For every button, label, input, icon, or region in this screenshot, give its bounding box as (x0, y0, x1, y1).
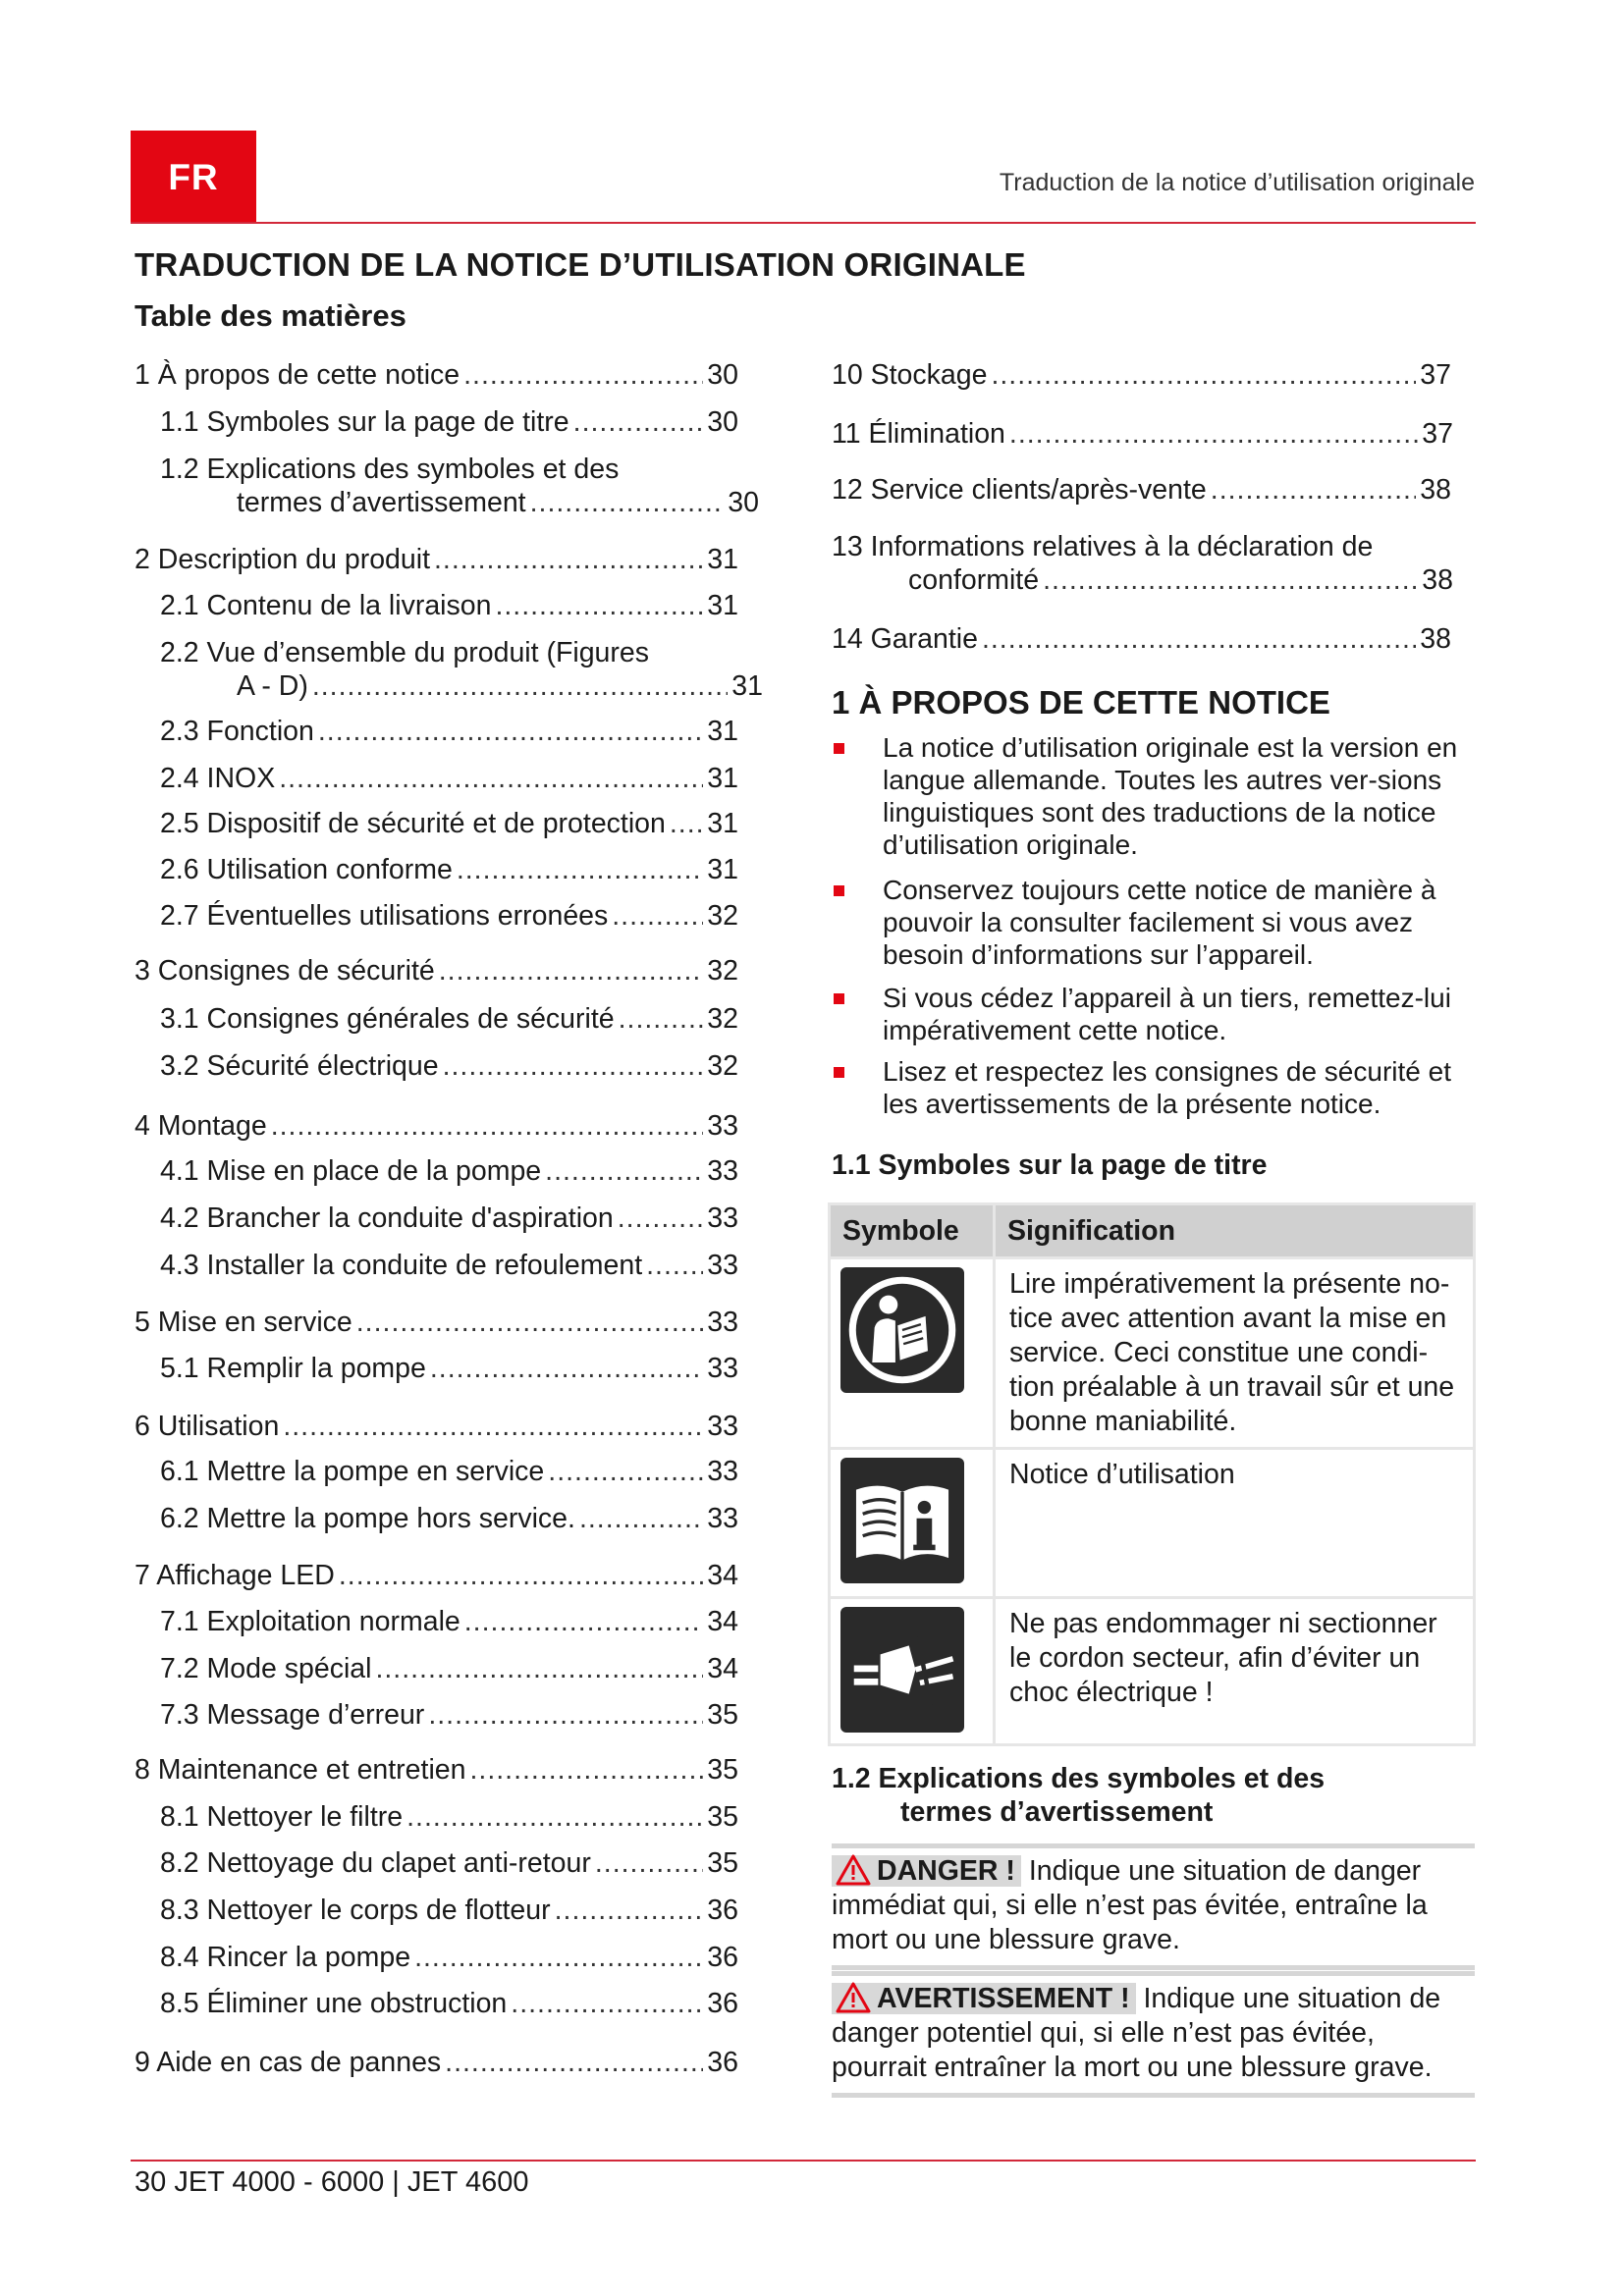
toc-entry-label: 2.7 Éventuelles utilisations erronées (160, 900, 609, 932)
toc-leader-dots (279, 762, 703, 795)
table-row (830, 1258, 1475, 1449)
toc-entry[interactable] (160, 453, 759, 519)
manual-info-icon (840, 1458, 964, 1583)
toc-entry[interactable] (160, 1941, 738, 1974)
toc-entry[interactable] (160, 1698, 738, 1732)
toc-entry-label: 2.1 Contenu de la livraison (160, 590, 492, 621)
toc-entry-label: 6.2 Mettre la pompe hors service. (160, 1503, 575, 1534)
toc-entry-page: 36 (707, 1942, 738, 1973)
toc-entry-label: 12 Service clients/après-vente (832, 474, 1207, 506)
toc-entry[interactable] (160, 1049, 738, 1083)
symbol-cell (830, 1598, 995, 1745)
toc-leader-dots (573, 405, 704, 439)
toc-entry[interactable] (160, 636, 763, 703)
toc-entry-page: 35 (707, 1801, 738, 1833)
toc-entry-label: 8.5 Éliminer une obstruction (160, 1988, 508, 2019)
table-header-row (830, 1204, 1475, 1258)
toc-leader-dots (991, 358, 1416, 392)
toc-entry[interactable] (832, 530, 1453, 597)
toc-leader-dots (619, 1002, 704, 1036)
toc-entry[interactable] (135, 358, 738, 392)
toc-entry[interactable] (160, 589, 738, 622)
document-title: TRADUCTION DE LA NOTICE D’UTILISATION ORIGINALE (135, 246, 1026, 283)
toc-entry-label: 3.1 Consignes générales de sécurité (160, 1003, 615, 1035)
toc-leader-dots (318, 715, 703, 748)
warning-text: Indique une situation de danger potentiel qui, si elle n’est pas évitée, pourrait entraîner la mort ou une blessure grave. (832, 1983, 1441, 2083)
toc-entry-label-continued: conformité (908, 564, 1040, 596)
symbol-cell (830, 1258, 995, 1449)
toc-entry-label: 3.2 Sécurité électrique (160, 1050, 439, 1082)
symbols-table (828, 1202, 1476, 1746)
toc-entry-page: 36 (707, 1988, 738, 2019)
toc-entry-page: 37 (1420, 359, 1451, 391)
toc-entry-page: 36 (707, 2047, 738, 2078)
toc-leader-dots (646, 1249, 703, 1282)
toc-entry[interactable] (160, 1249, 738, 1282)
toc-leader-dots (1211, 473, 1417, 507)
toc-leader-dots (430, 1352, 703, 1385)
toc-entry-page: 31 (731, 670, 763, 702)
toc-entry-label: 7.3 Message d’erreur (160, 1699, 425, 1731)
toc-entry-label: 8 Maintenance et entretien (135, 1754, 466, 1786)
read-manual-icon (840, 1267, 964, 1393)
toc-leader-dots (283, 1410, 703, 1443)
toc-entry-page: 35 (707, 1699, 738, 1731)
toc-entry-label: 5.1 Remplir la pompe (160, 1353, 426, 1384)
toc-entry-label: 4.3 Installer la conduite de refoulement (160, 1250, 643, 1281)
toc-entry-label: 3 Consignes de sécurité (135, 955, 435, 987)
subsection-1-1-heading: 1.1 Symboles sur la page de titre (832, 1149, 1268, 1181)
toc-leader-dots (445, 2046, 703, 2079)
toc-entry-page: 38 (1420, 474, 1451, 506)
toc-entry-label: 4.2 Brancher la conduite d'aspiration (160, 1202, 614, 1234)
bullet-text: Conservez toujours cette notice de manière à pouvoir la consulter facilement si vous avez besoin d’informations sur l’appareil. (883, 875, 1436, 970)
toc-leader-dots (463, 358, 703, 392)
toc-entry-page: 33 (707, 1250, 738, 1281)
toc-entry[interactable] (160, 807, 738, 840)
meaning-cell: Lire impérativement la présente no-tice avec attention avant la mise en service. Ceci constitue une condi-tion préalable à un travail sûr et une bonne maniabilité. (995, 1258, 1475, 1449)
toc-entry[interactable] (135, 954, 738, 988)
toc-entry[interactable] (160, 405, 738, 439)
toc-entry[interactable] (832, 622, 1451, 656)
toc-leader-dots (612, 899, 703, 933)
toc-entry-label: 2 Description du produit (135, 544, 431, 575)
toc-leader-dots (271, 1109, 704, 1143)
toc-entry-page: 33 (707, 1110, 738, 1142)
toc-entry-page: 31 (707, 716, 738, 747)
toc-leader-dots (555, 1894, 704, 1927)
toc-entry-page: 34 (707, 1653, 738, 1684)
running-header: Traduction de la notice d’utilisation originale (999, 169, 1475, 196)
divider (832, 1843, 1475, 1848)
bullet-text: Lisez et respectez les consignes de sécurité et les avertissements de la présente notice. (883, 1056, 1451, 1119)
toc-leader-dots (469, 1753, 703, 1787)
toc-entry-label: 14 Garantie (832, 623, 978, 655)
subsection-heading-line: termes d’avertissement (900, 1796, 1214, 1828)
symbol-cell (830, 1449, 995, 1598)
toc-entry-label: 7.2 Mode spécial (160, 1653, 372, 1684)
toc-entry-label: 2.5 Dispositif de sécurité et de protection (160, 808, 666, 839)
divider (832, 2093, 1475, 2098)
toc-entry-page: 32 (707, 1050, 738, 1082)
toc-leader-dots (356, 1306, 704, 1339)
toc-entry-label: 8.3 Nettoyer le corps de flotteur (160, 1895, 551, 1926)
toc-entry-label: 6.1 Mettre la pompe en service (160, 1456, 545, 1487)
toc-entry-page: 35 (707, 1847, 738, 1879)
toc-entry-page: 30 (707, 406, 738, 438)
toc-entry[interactable] (160, 762, 738, 795)
bullet-text: La notice d’utilisation originale est la version en langue allemande. Toutes les autres ver-sions linguistiques sont des traductions de la notice d’utilisation originale. (883, 732, 1458, 860)
toc-entry-label: 2.3 Fonction (160, 716, 314, 747)
toc-entry[interactable] (135, 1109, 738, 1143)
toc-entry-page: 33 (707, 1456, 738, 1487)
toc-entry-page: 32 (707, 1003, 738, 1035)
toc-entry[interactable] (160, 1846, 738, 1880)
toc-entry[interactable] (160, 853, 738, 886)
toc-entry-page: 35 (707, 1754, 738, 1786)
toc-entry-page: 33 (707, 1307, 738, 1338)
warning-text: Indique une situation de danger immédiat qui, si elle n’est pas évitée, entraîne la mort ou une blessure grave. (832, 1855, 1428, 1955)
toc-entry[interactable] (160, 1352, 738, 1385)
avertissement-warning (832, 1971, 1475, 2098)
toc-entry[interactable] (160, 1800, 738, 1834)
toc-entry-page: 32 (707, 955, 738, 987)
toc-entry-label: 1 À propos de cette notice (135, 359, 460, 391)
list-item (832, 982, 1480, 1046)
subsection-1-2-heading (832, 1762, 1325, 1829)
meaning-cell: Ne pas endommager ni sectionner le cordon secteur, afin d’éviter un choc électrique ! (995, 1598, 1475, 1745)
toc-leader-dots (548, 1455, 703, 1488)
divider (832, 1965, 1475, 1970)
toc-leader-dots (530, 486, 725, 519)
toc-entry[interactable] (160, 1502, 738, 1535)
toc-entry-page: 32 (707, 900, 738, 932)
toc-entry[interactable] (160, 715, 738, 748)
toc-entry[interactable] (160, 1154, 738, 1188)
list-item (832, 731, 1480, 861)
toc-entry-page: 38 (1420, 623, 1451, 655)
page-footer: 30 JET 4000 - 6000 | JET 4600 (135, 2166, 529, 2198)
toc-entry-label: 1.2 Explications des symboles et des (160, 454, 620, 485)
toc-entry[interactable] (832, 358, 1451, 392)
toc-leader-dots (464, 1605, 704, 1638)
plug-cut-icon (840, 1607, 964, 1733)
toc-entry-label: 5 Mise en service (135, 1307, 352, 1338)
toc-entry-page: 30 (728, 487, 759, 518)
toc-entry-label: 4.1 Mise en place de la pompe (160, 1155, 542, 1187)
bullet-square-icon (834, 1067, 844, 1078)
toc-leader-dots (670, 807, 703, 840)
toc-entry-page: 33 (707, 1353, 738, 1384)
warning-label-text: DANGER ! (877, 1855, 1015, 1887)
table-row (830, 1449, 1475, 1598)
toc-leader-dots (982, 622, 1416, 656)
toc-entry[interactable] (135, 1306, 738, 1339)
toc-entry[interactable] (160, 1002, 738, 1036)
toc-entry-page: 33 (707, 1202, 738, 1234)
toc-entry[interactable] (135, 1410, 738, 1443)
toc-entry-label: 9 Aide en cas de pannes (135, 2047, 442, 2078)
toc-entry-label: 8.4 Rincer la pompe (160, 1942, 411, 1973)
table-row (830, 1598, 1475, 1745)
list-item (832, 1055, 1480, 1120)
toc-entry-label: 6 Utilisation (135, 1411, 280, 1442)
toc-entry[interactable] (160, 1987, 738, 2020)
toc-leader-dots (1043, 563, 1418, 597)
warning-label-text: AVERTISSEMENT ! (877, 1983, 1130, 2014)
column-header-meaning: Signification (995, 1204, 1475, 1258)
footer-rule (131, 2160, 1476, 2162)
toc-entry-label: 2.6 Utilisation conforme (160, 854, 453, 885)
toc-entry-label: 8.1 Nettoyer le filtre (160, 1801, 404, 1833)
toc-entry[interactable] (832, 473, 1451, 507)
toc-entry[interactable] (160, 1201, 738, 1235)
toc-entry[interactable] (160, 1455, 738, 1488)
toc-entry-page: 34 (707, 1560, 738, 1591)
toc-entry[interactable] (135, 2046, 738, 2079)
toc-entry-label: 1.1 Symboles sur la page de titre (160, 406, 569, 438)
toc-entry-page: 31 (707, 590, 738, 621)
bullet-square-icon (834, 993, 844, 1004)
header-rule (131, 222, 1476, 224)
toc-leader-dots (443, 1049, 704, 1083)
toc-entry[interactable] (160, 1894, 738, 1927)
bullet-text: Si vous cédez l’appareil à un tiers, remettez-lui impérativement cette notice. (883, 983, 1451, 1045)
list-item (832, 874, 1480, 971)
language-tab: FR (131, 131, 256, 224)
toc-leader-dots (428, 1698, 703, 1732)
toc-entry-label: 7.1 Exploitation normale (160, 1606, 460, 1637)
toc-entry-label: 7 Affichage LED (135, 1560, 335, 1591)
toc-entry-page: 33 (707, 1503, 738, 1534)
toc-leader-dots (406, 1800, 703, 1834)
toc-leader-dots (457, 853, 703, 886)
toc-entry-page: 31 (707, 544, 738, 575)
column-header-symbol: Symbole (830, 1204, 995, 1258)
toc-leader-dots (618, 1201, 704, 1235)
warning-triangle-icon (836, 1982, 871, 2013)
toc-leader-dots (439, 954, 704, 988)
meaning-cell: Notice d’utilisation (995, 1449, 1475, 1598)
avertissement-label (832, 1983, 1136, 2014)
section-1-heading: 1 À PROPOS DE CETTE NOTICE (832, 684, 1330, 721)
toc-entry-page: 31 (707, 808, 738, 839)
toc-entry-label: 8.2 Nettoyage du clapet anti-retour (160, 1847, 591, 1879)
toc-leader-dots (1009, 417, 1418, 451)
toc-leader-dots (414, 1941, 703, 1974)
bullet-square-icon (834, 885, 844, 896)
toc-entry[interactable] (135, 1753, 738, 1787)
toc-leader-dots (545, 1154, 703, 1188)
danger-label (832, 1855, 1021, 1887)
toc-leader-dots (595, 1846, 703, 1880)
toc-leader-dots (495, 589, 703, 622)
toc-leader-dots (339, 1559, 703, 1592)
toc-entry-page: 33 (707, 1411, 738, 1442)
toc-entry[interactable] (160, 1605, 738, 1638)
toc-entry-page: 31 (707, 763, 738, 794)
toc-entry-page: 31 (707, 854, 738, 885)
toc-entry-page: 33 (707, 1155, 738, 1187)
toc-leader-dots (434, 543, 703, 576)
toc-entry-page: 30 (707, 359, 738, 391)
toc-entry-page: 34 (707, 1606, 738, 1637)
toc-entry-label: 2.4 INOX (160, 763, 276, 794)
toc-entry-label-continued: termes d’avertissement (237, 487, 526, 518)
toc-entry[interactable] (135, 543, 738, 576)
toc-entry-label-continued: A - D) (237, 670, 308, 702)
toc-entry-page: 38 (1422, 564, 1453, 596)
toc-entry[interactable] (160, 1652, 738, 1685)
toc-leader-dots (375, 1652, 703, 1685)
toc-entry[interactable] (832, 417, 1453, 451)
toc-entry-label: 2.2 Vue d’ensemble du produit (Figures (160, 637, 649, 668)
toc-entry-page: 36 (707, 1895, 738, 1926)
toc-entry-label: 4 Montage (135, 1110, 267, 1142)
subsection-heading-line: 1.2 Explications des symboles et des (832, 1763, 1326, 1794)
toc-entry[interactable] (135, 1559, 738, 1592)
toc-entry[interactable] (160, 899, 738, 933)
toc-entry-label: 11 Élimination (832, 418, 1005, 450)
toc-leader-dots (511, 1987, 703, 2020)
warning-triangle-icon (836, 1854, 871, 1886)
divider (832, 1971, 1475, 1976)
toc-entry-label: 13 Informations relatives à la déclaration de (832, 531, 1374, 562)
toc-entry-label: 10 Stockage (832, 359, 988, 391)
toc-leader-dots (312, 669, 728, 703)
toc-entry-page: 37 (1422, 418, 1453, 450)
toc-leader-dots (579, 1502, 703, 1535)
toc-heading: Table des matières (135, 298, 406, 333)
danger-warning (832, 1843, 1475, 1970)
bullet-square-icon (834, 743, 844, 754)
